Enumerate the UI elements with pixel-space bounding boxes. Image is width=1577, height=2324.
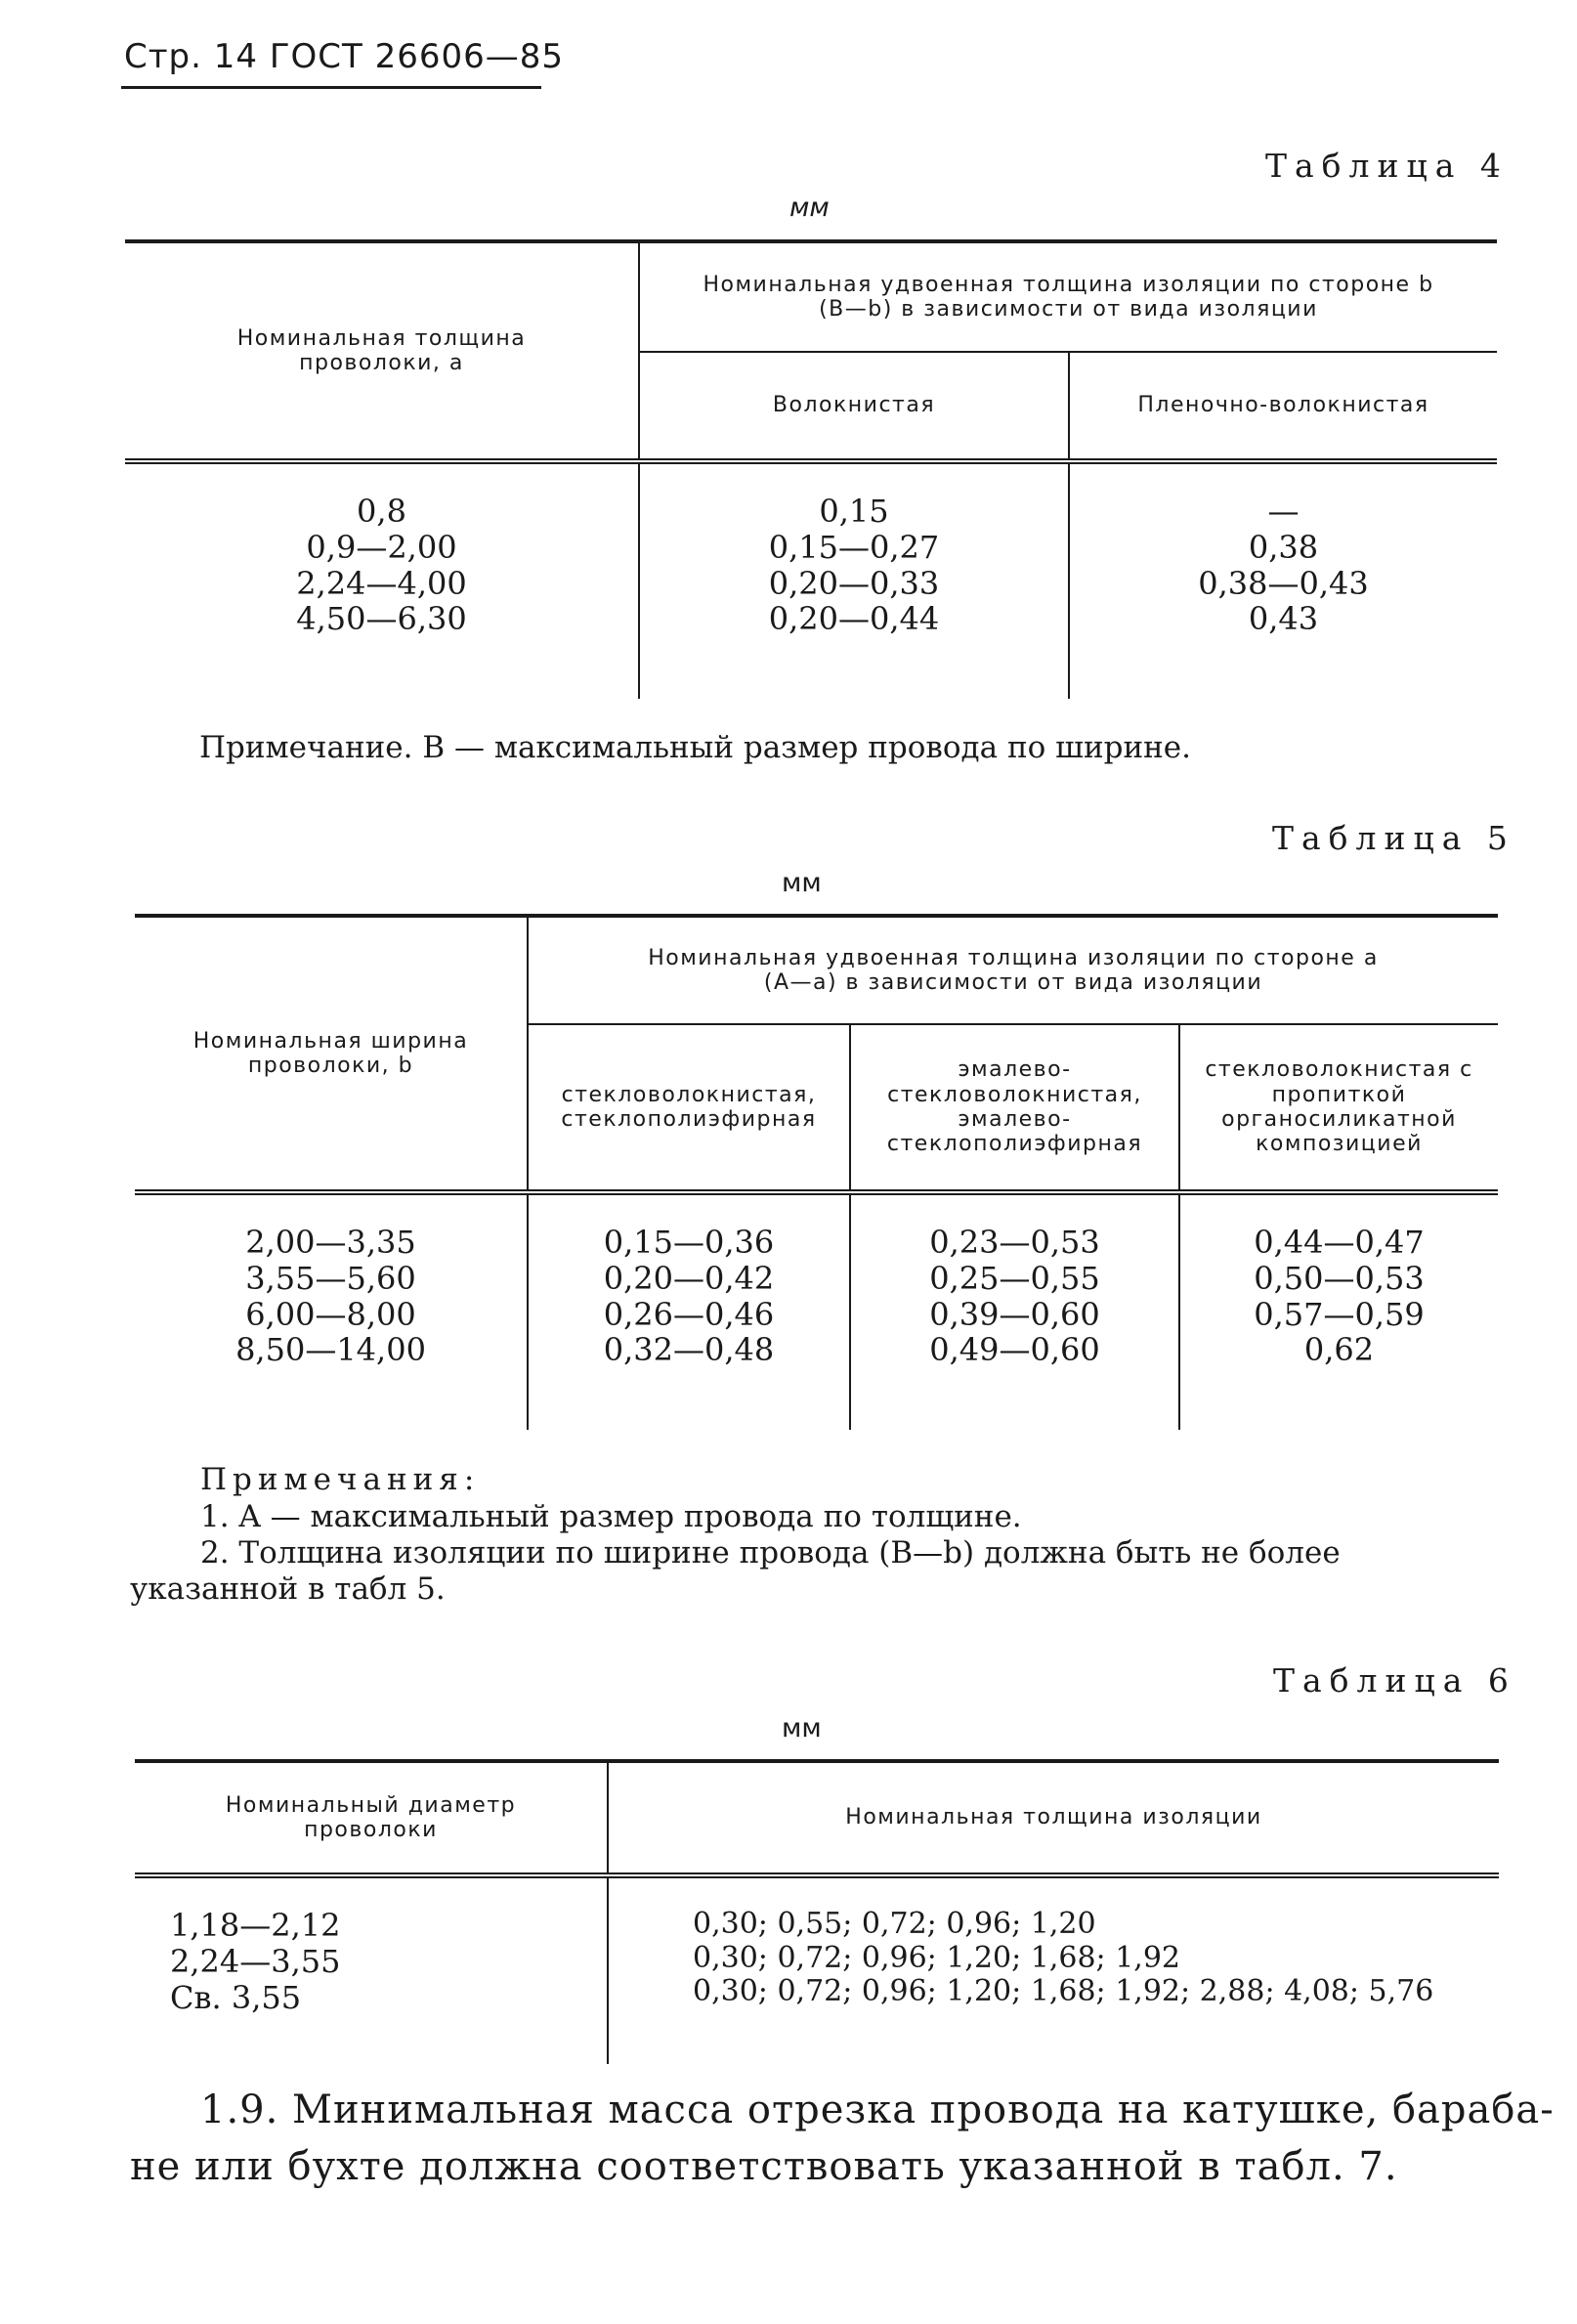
table5-col-enamel [850, 1192, 1179, 1430]
table-cell: 4,50—6,30 [296, 600, 467, 638]
table-cell: 0,9—2,00 [306, 528, 457, 566]
table4-caption: Таблица 4 [1265, 147, 1509, 185]
table-cell: 0,62 [1303, 1331, 1375, 1369]
table5-caption: Таблица 5 [1272, 819, 1515, 857]
table-cell: 0,32—0,48 [603, 1331, 775, 1369]
table-cell: 2,00—3,35 [245, 1224, 416, 1261]
table5-col-glass [528, 1192, 850, 1430]
table-cell: — [1267, 493, 1300, 530]
table4 [125, 239, 1497, 699]
table-cell: 0,39—0,60 [929, 1295, 1100, 1333]
table5-group-header-line1: Номинальная удвоенная толщина изоляции по стороне a [648, 945, 1379, 970]
paragraph-line2: не или бухте должна соответствовать указанной в табл. 7. [130, 2144, 1398, 2189]
paragraph-line1: 1.9. Минимальная масса отрезка провода на катушке, бараба- [200, 2087, 1555, 2132]
table-cell: 0,8 [357, 493, 406, 530]
table-cell: Св. 3,55 [170, 1978, 302, 2016]
table4-group-header-line2: (B—b) в зависимости от вида изоляции [819, 297, 1318, 322]
table-cell: 3,55—5,60 [245, 1259, 416, 1297]
table-cell: 2,24—4,00 [296, 564, 467, 602]
table6-caption: Таблица 6 [1273, 1661, 1516, 1700]
table-cell: 0,49—0,60 [929, 1331, 1100, 1369]
table4-col1-header: Номинальная толщина проволоки, a [125, 241, 639, 461]
table5-group-header [528, 916, 1498, 1024]
table5-note1: 1. A — максимальный размер провода по толщине. [200, 1499, 1022, 1534]
table4-group-header [639, 241, 1497, 352]
table4-col2-header: Волокнистая [639, 352, 1069, 461]
table-cell: 0,57—0,59 [1254, 1295, 1425, 1333]
table-cell: 0,25—0,55 [929, 1259, 1100, 1297]
table6-unit: мм [782, 1713, 822, 1743]
table-cell: 0,20—0,42 [603, 1259, 775, 1297]
table4-note: Примечание. B — максимальный размер провода по ширине. [199, 730, 1191, 765]
header-rule [121, 86, 541, 89]
table4-col-thickness [125, 461, 639, 699]
table5 [135, 914, 1498, 1430]
table-cell: 0,23—0,53 [929, 1224, 1100, 1261]
page-header: Стр. 14 ГОСТ 26606—85 [124, 37, 565, 76]
table4-col-fibrous [639, 461, 1069, 699]
table-cell: 0,30; 0,72; 0,96; 1,20; 1,68; 1,92; 2,88; 4,08; 5,76 [693, 1974, 1434, 2008]
table-cell: 0,20—0,44 [768, 600, 940, 638]
table4-group-header-line1: Номинальная удвоенная толщина изоляции по стороне b [703, 272, 1434, 297]
table6 [135, 1759, 1499, 2064]
table6-col1-header: Номинальный диаметр проволоки [135, 1761, 608, 1875]
table-cell: 2,24—3,55 [170, 1942, 341, 1980]
table4-col-film-fibrous [1069, 461, 1497, 699]
table-cell: 0,44—0,47 [1254, 1224, 1425, 1261]
table-cell: 0,50—0,53 [1254, 1259, 1425, 1297]
table-cell: 8,50—14,00 [235, 1331, 426, 1369]
table6-col-diameter [135, 1875, 608, 2064]
table5-col4-header: стекловолокнистая с пропиткой органосиликатной композицией [1179, 1024, 1498, 1192]
table5-col-impregnated [1179, 1192, 1498, 1430]
table-cell: 0,30; 0,72; 0,96; 1,20; 1,68; 1,92 [693, 1940, 1180, 1975]
table-cell: 0,26—0,46 [603, 1295, 775, 1333]
table5-group-header-line2: (A—a) в зависимости от вида изоляции [763, 970, 1263, 995]
table-cell: 0,38—0,43 [1198, 564, 1369, 602]
table-cell: 0,15—0,36 [603, 1224, 775, 1261]
table-cell: 0,30; 0,55; 0,72; 0,96; 1,20 [693, 1907, 1096, 1941]
table6-col-thickness [608, 1875, 1499, 2064]
table-cell: 6,00—8,00 [245, 1295, 416, 1333]
table5-col3-header: эмалево-стекловолокнистая, эмалево-стеклополиэфирная [850, 1024, 1179, 1192]
table-cell: 0,43 [1248, 600, 1319, 638]
table5-notes-title: Примечания: [200, 1462, 481, 1497]
table5-col-width [135, 1192, 528, 1430]
table-cell: 1,18—2,12 [170, 1907, 341, 1944]
table6-col2-header: Номинальная толщина изоляции [608, 1761, 1499, 1875]
table-cell: 0,15—0,27 [768, 528, 940, 566]
table4-unit: мм [789, 193, 830, 223]
table-cell: 0,20—0,33 [768, 564, 940, 602]
table-cell: 0,15 [819, 493, 889, 530]
table5-col2-header: стекловолокнистая, стеклополиэфирная [528, 1024, 850, 1192]
table5-note2-line2: указанной в табл 5. [130, 1571, 446, 1607]
table5-col1-header: Номинальная ширина проволоки, b [135, 916, 528, 1192]
table-cell: 0,38 [1248, 528, 1319, 566]
table5-unit: мм [782, 868, 822, 898]
table5-note2-line1: 2. Толщина изоляции по ширине провода (B—b) должна быть не более [200, 1535, 1341, 1571]
table4-col3-header: Пленочно-волокнистая [1069, 352, 1497, 461]
